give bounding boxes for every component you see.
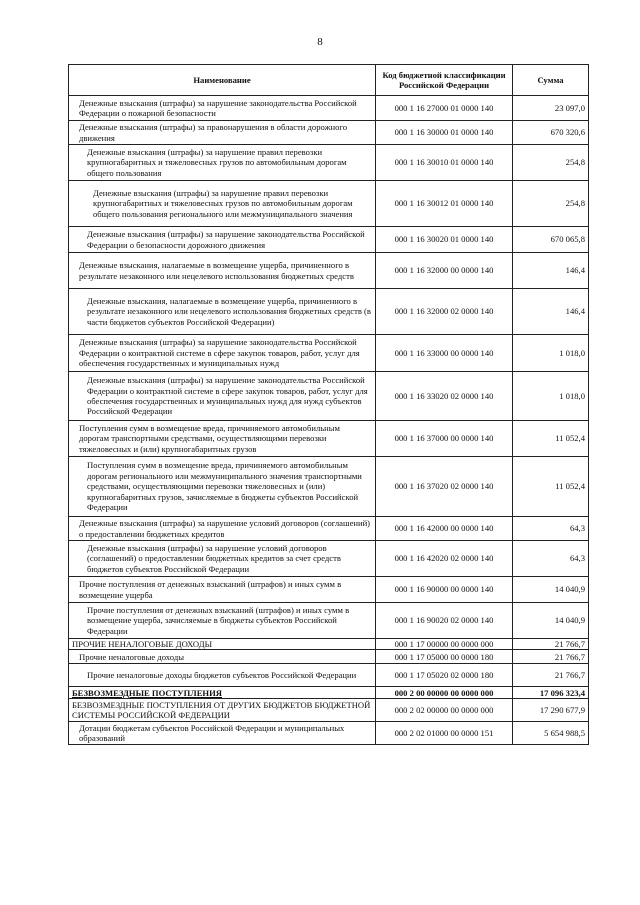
table-row: [69, 227, 589, 253]
cell-code: 000 1 16 37000 00 0000 140: [376, 421, 513, 457]
cell-name: Поступления сумм в возмещение вреда, причиняемого автомобильным дорогам регионального или межмуниципального значения транспортными средствами, осуществляющими перевозки тяжеловесных и (или) крупногабаритных грузов, зачисляемые в бюджеты субъектов Российской Федерации: [69, 457, 376, 517]
cell-sum: 11 052,4: [513, 421, 589, 457]
cell-sum: 670 065,8: [513, 227, 589, 253]
cell-sum: 146,4: [513, 289, 589, 335]
table-row: [69, 289, 589, 335]
cell-code: 000 1 17 05000 00 0000 180: [376, 650, 513, 664]
table-row: [69, 650, 589, 664]
table-header-row: [69, 65, 589, 96]
cell-sum: 14 040,9: [513, 603, 589, 639]
table-row: [69, 699, 589, 722]
cell-code: 000 1 16 37020 02 0000 140: [376, 457, 513, 517]
table-row: [69, 457, 589, 517]
cell-code: 000 1 16 90020 02 0000 140: [376, 603, 513, 639]
cell-code: 000 2 02 00000 00 0000 000: [376, 699, 513, 722]
cell-code: 000 1 17 00000 00 0000 000: [376, 639, 513, 650]
header-code: Код бюджетной классификации Российской Федерации: [376, 65, 513, 96]
table-row: [69, 541, 589, 577]
header-sum: Сумма: [513, 65, 589, 96]
table-body: [69, 96, 589, 745]
table-row: [69, 253, 589, 289]
cell-name: Денежные взыскания (штрафы) за нарушение законодательства Российской Федерации о пожарной безопасности: [69, 96, 376, 121]
cell-sum: 21 766,7: [513, 664, 589, 687]
cell-code: 000 1 16 27000 01 0000 140: [376, 96, 513, 121]
cell-sum: 254,8: [513, 181, 589, 227]
cell-name: БЕЗВОЗМЕЗДНЫЕ ПОСТУПЛЕНИЯ ОТ ДРУГИХ БЮДЖЕТОВ БЮДЖЕТНОЙ СИСТЕМЫ РОССИЙСКОЙ ФЕДЕРАЦИИ: [69, 699, 376, 722]
cell-name: Денежные взыскания (штрафы) за нарушение законодательства Российской Федерации о безопасности дорожного движения: [69, 227, 376, 253]
cell-sum: 14 040,9: [513, 577, 589, 603]
cell-code: 000 1 16 32000 00 0000 140: [376, 253, 513, 289]
cell-code: 000 1 16 90000 00 0000 140: [376, 577, 513, 603]
table-row: [69, 664, 589, 687]
cell-name: Прочие неналоговые доходы бюджетов субъектов Российской Федерации: [69, 664, 376, 687]
cell-sum: 5 654 988,5: [513, 722, 589, 745]
cell-code: 000 1 16 33020 02 0000 140: [376, 372, 513, 421]
table-row: [69, 639, 589, 650]
cell-code: 000 2 02 01000 00 0000 151: [376, 722, 513, 745]
cell-code: 000 1 16 30020 01 0000 140: [376, 227, 513, 253]
cell-name: Денежные взыскания (штрафы) за нарушение условий договоров (соглашений) о предоставлении бюджетных кредитов: [69, 517, 376, 541]
cell-name: БЕЗВОЗМЕЗДНЫЕ ПОСТУПЛЕНИЯ: [69, 687, 376, 699]
cell-sum: 17 096 323,4: [513, 687, 589, 699]
cell-name: Поступления сумм в возмещение вреда, причиняемого автомобильным дорогам транспортными средствами, осуществляющими перевозки тяжеловесных и (или) крупногабаритных грузов: [69, 421, 376, 457]
cell-code: 000 1 16 30010 01 0000 140: [376, 145, 513, 181]
cell-code: 000 2 00 00000 00 0000 000: [376, 687, 513, 699]
table-row: [69, 603, 589, 639]
cell-code: 000 1 16 33000 00 0000 140: [376, 335, 513, 372]
cell-sum: 23 097,0: [513, 96, 589, 121]
cell-name: Денежные взыскания, налагаемые в возмещение ущерба, причиненного в результате незаконного или нецелевого использования бюджетных средств (в части бюджетов субъектов Российской Федерации): [69, 289, 376, 335]
cell-name: Прочие поступления от денежных взысканий (штрафов) и иных сумм в возмещение ущерба: [69, 577, 376, 603]
cell-name: Денежные взыскания, налагаемые в возмещение ущерба, причиненного в результате незаконного или нецелевого использования бюджетных средств: [69, 253, 376, 289]
cell-sum: 21 766,7: [513, 639, 589, 650]
table-row: [69, 722, 589, 745]
cell-name: Денежные взыскания (штрафы) за нарушение условий договоров (соглашений) о предоставлении бюджетных кредитов за счет средств бюджетов субъектов Российской Федерации: [69, 541, 376, 577]
table-row: [69, 335, 589, 372]
cell-name: Денежные взыскания (штрафы) за нарушение правил перевозки крупногабаритных и тяжеловесных грузов по автомобильным дорогам общего пользования: [69, 145, 376, 181]
cell-sum: 64,3: [513, 517, 589, 541]
cell-sum: 17 290 677,9: [513, 699, 589, 722]
cell-code: 000 1 16 30012 01 0000 140: [376, 181, 513, 227]
cell-code: 000 1 16 42000 00 0000 140: [376, 517, 513, 541]
table-row: [69, 121, 589, 145]
table-row: [69, 517, 589, 541]
table-row: [69, 145, 589, 181]
cell-sum: 64,3: [513, 541, 589, 577]
table-row: [69, 421, 589, 457]
cell-sum: 1 018,0: [513, 335, 589, 372]
cell-sum: 670 320,6: [513, 121, 589, 145]
cell-sum: 11 052,4: [513, 457, 589, 517]
cell-sum: 254,8: [513, 145, 589, 181]
table-row: [69, 96, 589, 121]
cell-name: Денежные взыскания (штрафы) за нарушение правил перевозки крупногабаритных и тяжеловесных грузов по автомобильным дорогам общего пользования регионального или межмуниципального значения: [69, 181, 376, 227]
cell-name: Денежные взыскания (штрафы) за нарушение законодательства Российской Федерации о контрактной системе в сфере закупок товаров, работ, услуг для обеспечения государственных и муниципальных нужд: [69, 335, 376, 372]
table-row: [69, 577, 589, 603]
cell-code: 000 1 16 30000 01 0000 140: [376, 121, 513, 145]
cell-name: Прочие неналоговые доходы: [69, 650, 376, 664]
cell-code: 000 1 16 32000 02 0000 140: [376, 289, 513, 335]
cell-name: ПРОЧИЕ НЕНАЛОГОВЫЕ ДОХОДЫ: [69, 639, 376, 650]
table-row: [69, 181, 589, 227]
cell-name: Дотации бюджетам субъектов Российской Федерации и муниципальных образований: [69, 722, 376, 745]
table-row: [69, 372, 589, 421]
table-row: [69, 687, 589, 699]
page-number: 8: [317, 36, 323, 48]
budget-revenue-table: [68, 64, 589, 745]
cell-name: Денежные взыскания (штрафы) за нарушение законодательства Российской Федерации о контрактной системе в сфере закупок товаров, работ, услуг для обеспечения государственных и муниципальных нужд для нужд субъектов Российской Федерации: [69, 372, 376, 421]
cell-code: 000 1 16 42020 02 0000 140: [376, 541, 513, 577]
cell-name: Прочие поступления от денежных взысканий (штрафов) и иных сумм в возмещение ущерба, зачисляемые в бюджеты субъектов Российской Федерации: [69, 603, 376, 639]
cell-sum: 146,4: [513, 253, 589, 289]
header-name: Наименование: [69, 65, 376, 96]
cell-sum: 1 018,0: [513, 372, 589, 421]
cell-code: 000 1 17 05020 02 0000 180: [376, 664, 513, 687]
cell-sum: 21 766,7: [513, 650, 589, 664]
cell-name: Денежные взыскания (штрафы) за правонарушения в области дорожного движения: [69, 121, 376, 145]
